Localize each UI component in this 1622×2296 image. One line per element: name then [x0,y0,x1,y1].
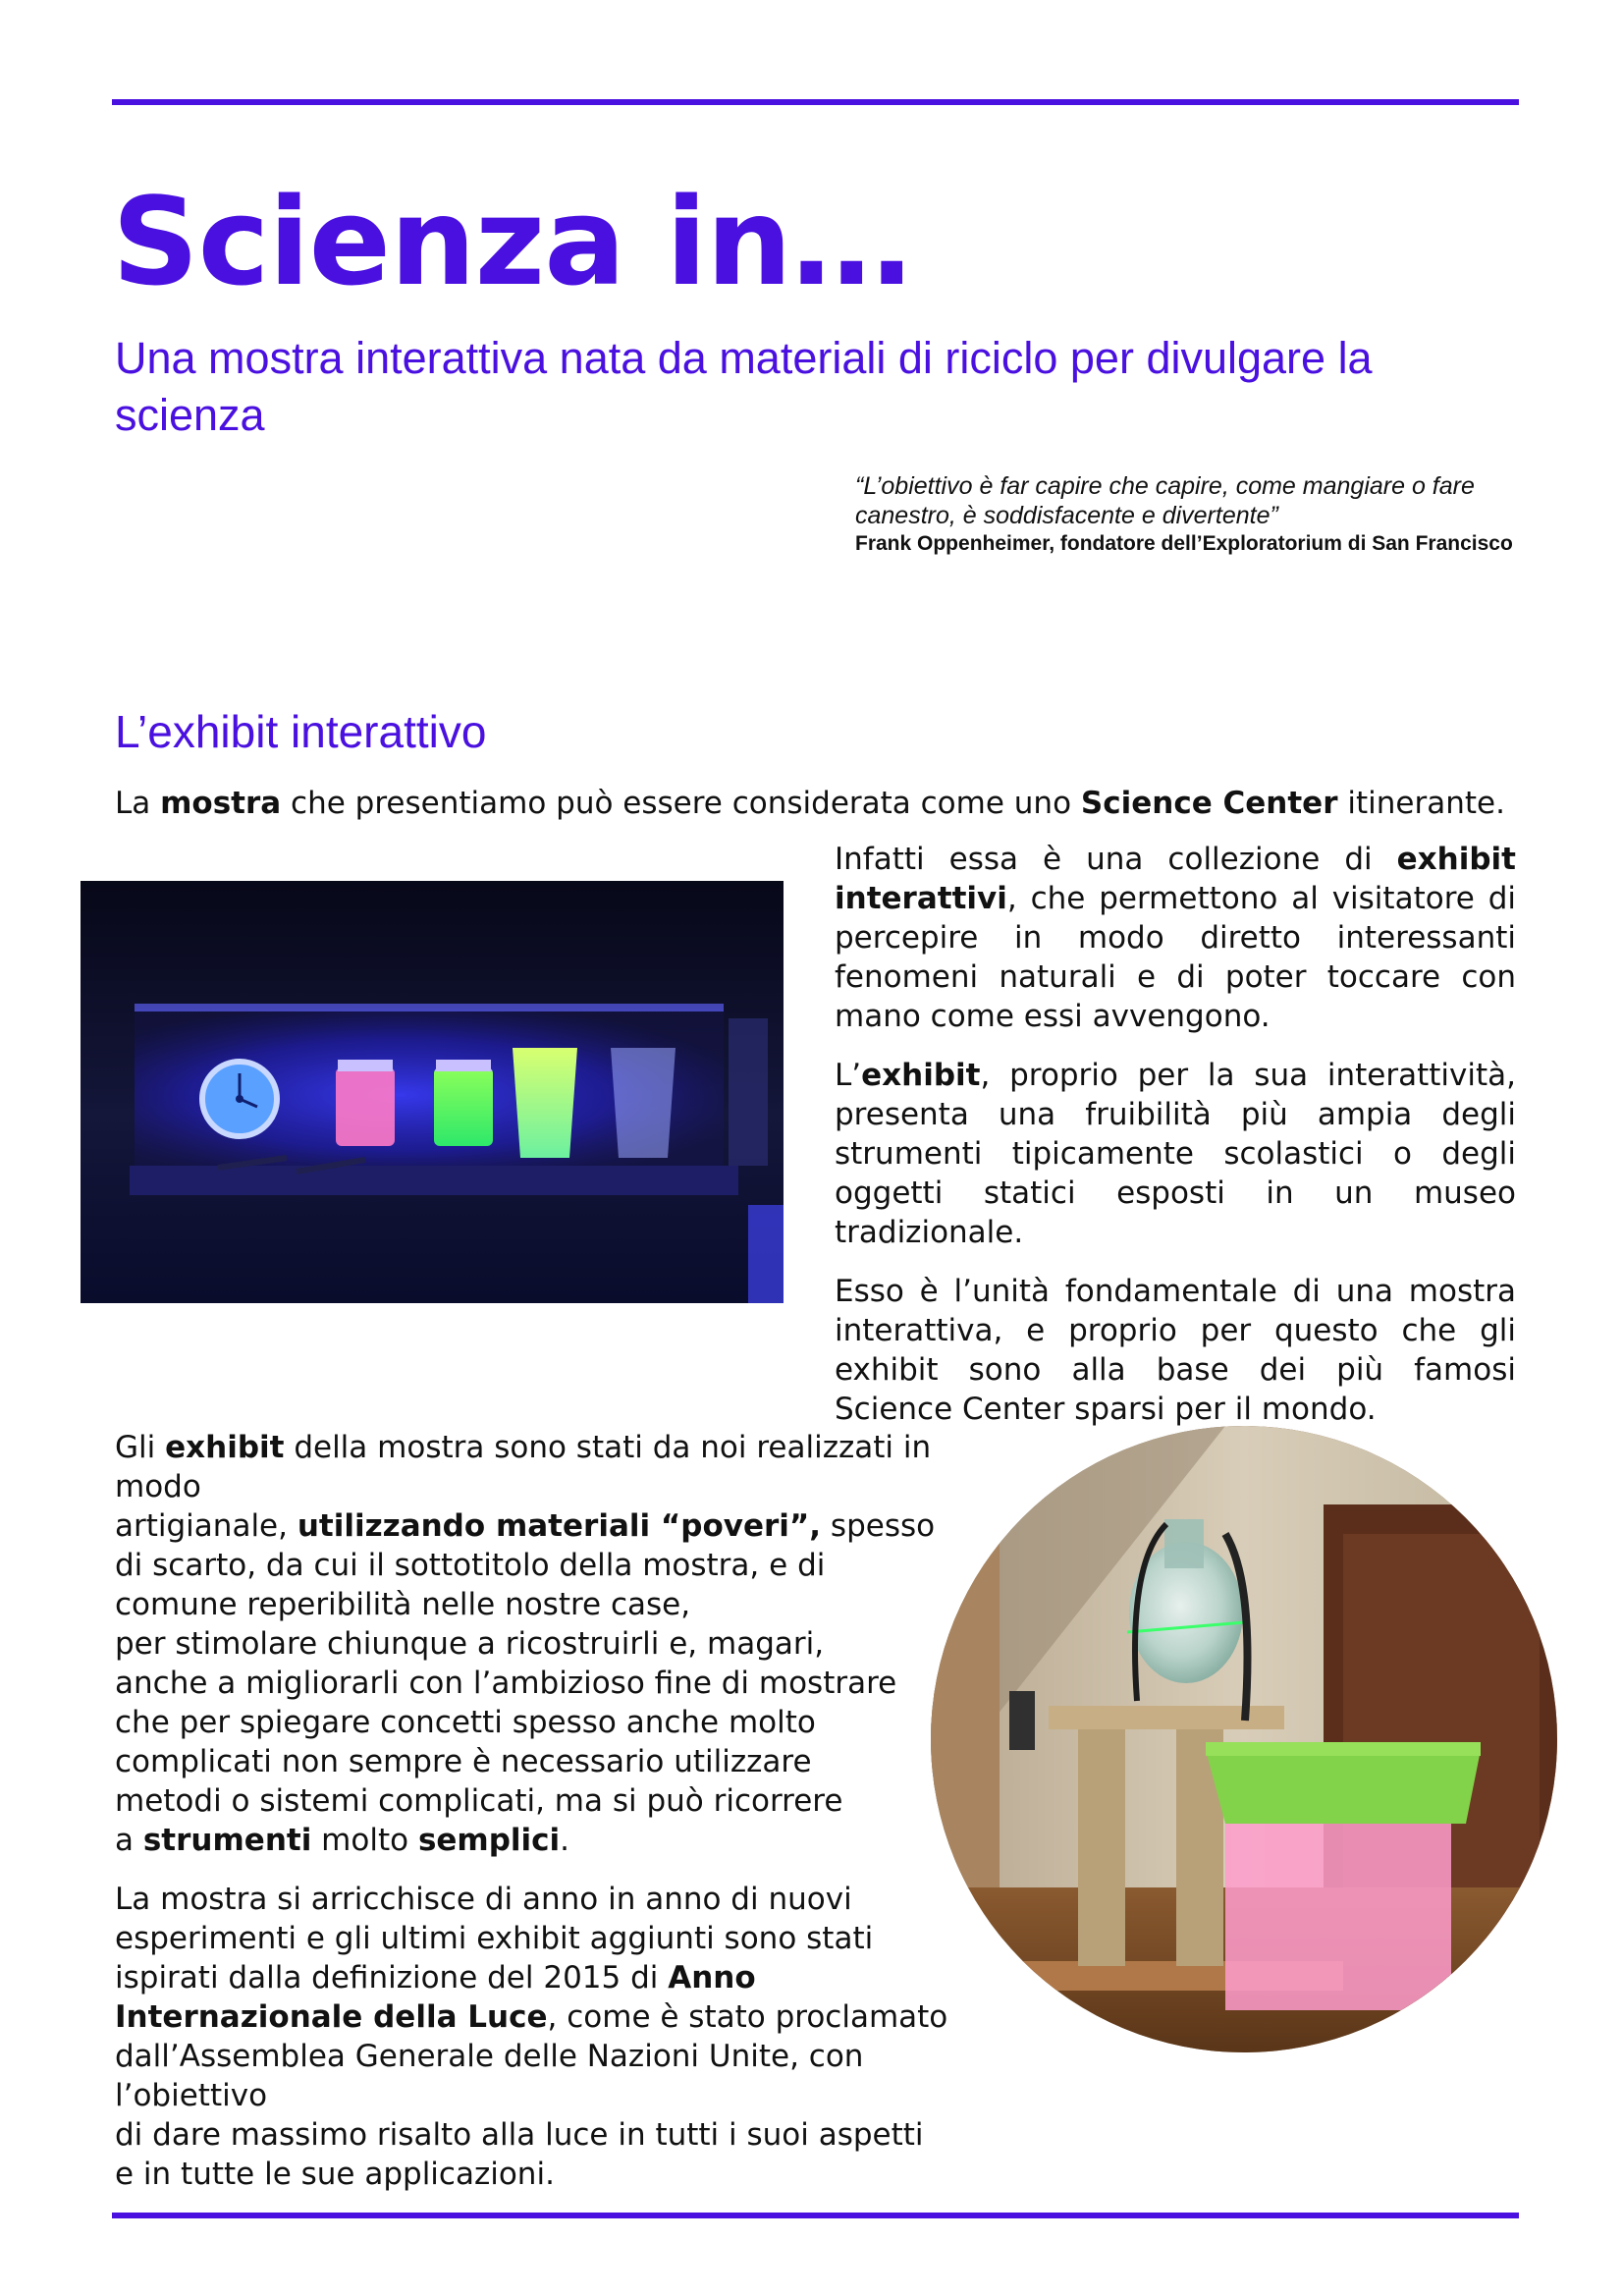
right-column-text [835,840,1516,1449]
text-run: L’ [835,1058,862,1093]
text-run: , che permettono al visitatore di percepire in modo diretto interessanti fenomeni naturali e di poter toccare con mano come essi avvengono. [835,881,1516,1034]
text-run: , come è stato proclamato [547,1999,948,2035]
text-run: artigianale, [115,1508,297,1544]
uv-exhibit-photo [81,881,784,1303]
bottom-text [115,1428,999,2214]
text-run: . [560,1823,570,1858]
text-line: comune reperibilità nelle nostre case, [115,1587,691,1622]
quote-text: “L’obiettivo è far capire che capire, come mangiare o fare canestro, è soddisfacente e divertente” [855,472,1475,529]
bold-run: strumenti [142,1823,312,1858]
paragraph [835,1056,1516,1252]
text-run: La [115,786,161,821]
text-run: Gli [115,1430,166,1465]
text-run: molto [311,1823,418,1858]
text-line: di scarto, da cui il sottotitolo della mostra, e di [115,1548,826,1583]
top-divider [112,99,1519,105]
paragraph [115,1428,999,1860]
section-heading: L’exhibit interattivo [115,706,487,757]
text-run: Infatti essa è una collezione di [835,842,1397,877]
page-title: Scienza in… [112,173,911,313]
bold-run: mostra [160,786,282,821]
text-run: ispirati dalla definizione del 2015 di [115,1960,669,1995]
text-run: che presentiamo può essere considerata come uno [281,786,1081,821]
bold-run: exhibit [861,1058,981,1093]
text-line: che per spiegare concetti spesso anche molto [115,1705,816,1740]
intro-paragraph [115,784,1529,823]
bold-run: Internazionale della Luce [115,1999,548,2035]
bottom-divider [112,2213,1519,2218]
paragraph: Esso è l’unità fondamentale di una mostra interattiva, e proprio per questo che gli exhibit sono alla base dei più famosi Science Center sparsi per il mondo. [835,1274,1516,1427]
epigraph [855,471,1523,557]
experiment-exhibit-photo [931,1426,1557,2052]
paragraph [835,840,1516,1036]
bold-run: Anno [668,1960,756,1995]
text-run: , proprio per la sua interattività, presenta una fruibilità più ampia degli strumenti tipicamente scolastici o degli oggetti statici esposti in un museo tradizionale. [835,1058,1516,1250]
text-run: della mostra sono stati da noi realizzati in modo [115,1430,932,1504]
text-run: a [115,1823,143,1858]
text-line: complicati non sempre è necessario utilizzare [115,1744,812,1779]
text-line: per stimolare chiunque a ricostruirli e, magari, [115,1626,825,1662]
bold-run: utilizzando materiali “poveri”, [297,1508,822,1544]
text-run: spesso [821,1508,936,1544]
text-line: La mostra si arricchisce di anno in anno di nuovi [115,1882,852,1917]
quote-author: Frank Oppenheimer, fondatore dell’Exploratorium di San Francisco [855,532,1513,555]
text-line: metodi o sistemi complicati, ma si può ricorrere [115,1783,843,1819]
page-subtitle: Una mostra interattiva nata da materiali di riciclo per divulgare la scienza [115,333,1373,440]
text-line: di dare massimo risalto alla luce in tutti i suoi aspetti [115,2117,924,2153]
text-line: esperimenti e gli ultimi exhibit aggiunti sono stati [115,1921,874,1956]
bold-run: exhibit interattivi [835,842,1516,916]
text-line: anche a migliorarli con l’ambizioso fine di mostrare [115,1666,897,1701]
text-line: e in tutte le sue applicazioni. [115,2157,555,2192]
bold-run: exhibit [165,1430,285,1465]
bold-run: semplici [417,1823,561,1858]
bold-run: Science Center [1080,786,1338,821]
text-line: dall’Assemblea Generale delle Nazioni Unite, con l’obiettivo [115,2039,864,2113]
text-run: itinerante. [1337,786,1505,821]
paragraph [115,1880,999,2194]
